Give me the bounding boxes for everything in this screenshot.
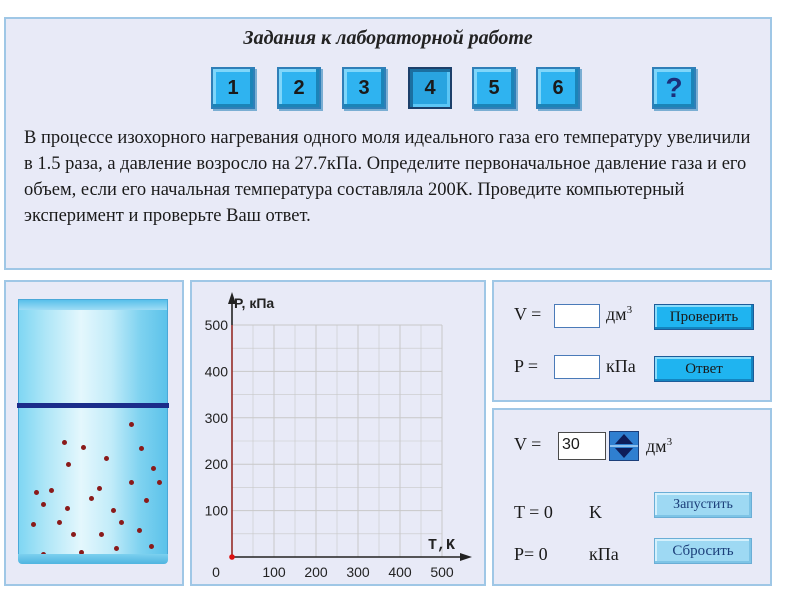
temperature-unit: K bbox=[589, 502, 602, 522]
data-point bbox=[229, 554, 235, 560]
gas-particle bbox=[71, 532, 76, 537]
cylinder-bottom bbox=[18, 554, 168, 564]
x-tick-label: 100 bbox=[262, 564, 286, 580]
x-axis-label: T,K bbox=[428, 537, 456, 554]
gas-particle bbox=[139, 446, 144, 451]
cylinder-rim bbox=[19, 300, 167, 310]
gas-particle bbox=[66, 462, 71, 467]
x-tick-label: 200 bbox=[304, 564, 328, 580]
gas-particle bbox=[34, 490, 39, 495]
volume-input[interactable]: 30 bbox=[558, 432, 606, 460]
gas-particle bbox=[49, 488, 54, 493]
reset-button[interactable]: Сбросить bbox=[654, 538, 752, 564]
task-button-2[interactable]: 2 bbox=[277, 67, 321, 109]
gas-particle bbox=[111, 508, 116, 513]
y-axis-label: P, кПа bbox=[234, 295, 275, 311]
check-button[interactable]: Проверить bbox=[654, 304, 754, 330]
gas-particle bbox=[31, 522, 36, 527]
answer-button[interactable]: Ответ bbox=[654, 356, 754, 382]
beaker-panel bbox=[4, 280, 184, 586]
y-tick-label: 500 bbox=[204, 317, 228, 333]
gas-particle bbox=[104, 456, 109, 461]
gas-particle bbox=[57, 520, 62, 525]
x-tick-label: 0 bbox=[212, 564, 220, 580]
gas-particle bbox=[62, 440, 67, 445]
answer-panel bbox=[492, 280, 772, 402]
task-button-4[interactable]: 4 bbox=[408, 67, 452, 109]
volume-stepper[interactable] bbox=[609, 431, 639, 461]
experiment-v-label: V = bbox=[514, 434, 542, 454]
x-axis-arrow bbox=[460, 553, 472, 561]
answer-p-input[interactable] bbox=[554, 355, 600, 379]
task-button-5[interactable]: 5 bbox=[472, 67, 516, 109]
answer-p-label: P = bbox=[514, 356, 538, 376]
gas-particle bbox=[89, 496, 94, 501]
y-tick-label: 400 bbox=[204, 363, 228, 380]
pressure-unit: кПа bbox=[589, 544, 619, 564]
experiment-v-unit: $дм^3$ bbox=[646, 436, 673, 456]
task-panel bbox=[4, 17, 772, 270]
help-button[interactable]: ? bbox=[652, 67, 696, 109]
task-button-1[interactable]: 1 bbox=[211, 67, 255, 109]
y-tick-label: 100 bbox=[204, 502, 228, 519]
gas-particle bbox=[119, 520, 124, 525]
task-description: В процессе изохорного нагревания одного моля идеального газа его температуру увеличили в 1.5 раза, а давление возросло на 27.7кПа. Определите первоначальное давление газа и его объем, если его начальная температура составляла 200К. Проведите компьютерный эксперимент и проверьте Ваш ответ. bbox=[24, 128, 751, 226]
piston bbox=[17, 403, 169, 408]
graph-panel bbox=[190, 280, 486, 586]
gas-particle bbox=[99, 532, 104, 537]
gas-particle bbox=[81, 445, 86, 450]
task-button-3[interactable]: 3 bbox=[342, 67, 386, 109]
pressure-readout: P= 0 bbox=[514, 544, 548, 564]
answer-v-label: V = bbox=[514, 304, 542, 324]
arrow-down-icon[interactable] bbox=[615, 448, 633, 458]
gas-particle bbox=[151, 466, 156, 471]
arrow-up-icon[interactable] bbox=[615, 434, 633, 444]
gas-particle bbox=[157, 480, 162, 485]
answer-p-unit: кПа bbox=[606, 356, 636, 376]
start-button[interactable]: Запустить bbox=[654, 492, 752, 518]
experiment-panel bbox=[492, 408, 772, 586]
gas-particle bbox=[41, 502, 46, 507]
x-tick-label: 300 bbox=[346, 564, 370, 580]
answer-v-input[interactable] bbox=[554, 304, 600, 328]
x-tick-label: 500 bbox=[430, 564, 454, 580]
gas-particle bbox=[149, 544, 154, 549]
x-tick-label: 400 bbox=[388, 564, 412, 580]
gas-particle bbox=[114, 546, 119, 551]
pt-chart bbox=[192, 282, 484, 584]
gas-particle bbox=[97, 486, 102, 491]
gas-particle bbox=[144, 498, 149, 503]
gas-particle bbox=[65, 506, 70, 511]
gas-particle bbox=[129, 422, 134, 427]
gas-particle bbox=[129, 480, 134, 485]
y-tick-label: 200 bbox=[204, 456, 228, 473]
task-button-6[interactable]: 6 bbox=[536, 67, 580, 109]
answer-v-unit: $дм^3$ bbox=[606, 304, 633, 324]
gas-cylinder bbox=[18, 299, 168, 559]
page-title: Задания к лабораторной работе bbox=[243, 27, 533, 49]
gas-particle bbox=[137, 528, 142, 533]
temperature-readout: T = 0 bbox=[514, 502, 553, 522]
y-tick-label: 300 bbox=[204, 409, 228, 426]
